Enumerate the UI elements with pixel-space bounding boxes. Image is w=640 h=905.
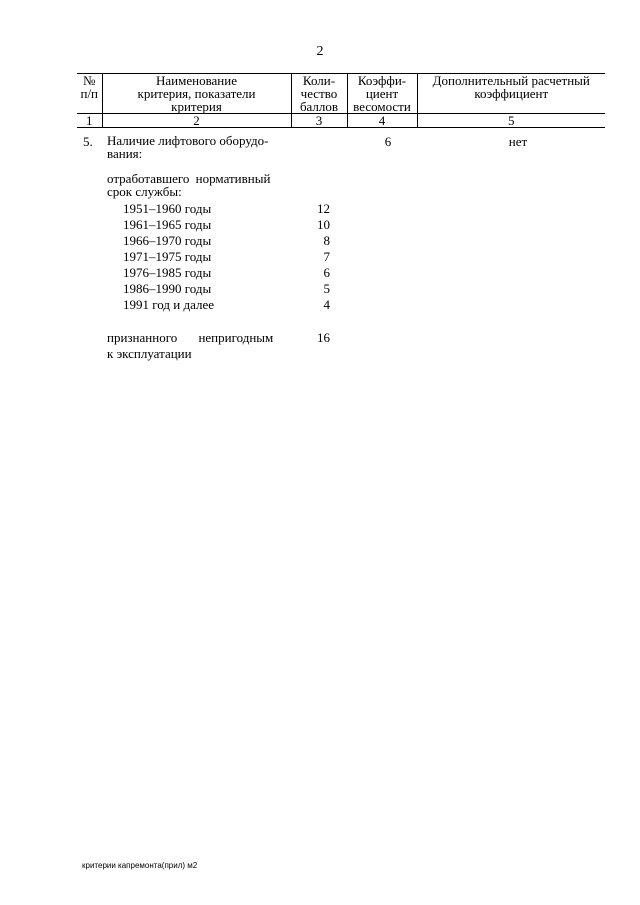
period-label: 1971–1975 годы [123,249,212,264]
period-label: 1966–1970 годы [123,233,212,248]
header-col-number: № п/п [77,74,102,114]
period-score: 5 [323,281,330,296]
column-number: 5 [417,114,605,128]
column-numbers-row [77,114,605,128]
criterion-title: Наличие лифтового оборудо- вания: [107,133,269,161]
table-header [77,73,605,128]
period-label: 1961–1965 годы [123,217,212,232]
unfit-criterion: признанного непригодным к эксплуатации [107,330,274,361]
period-label: 1976–1985 годы [123,265,212,280]
period-score: 10 [317,217,330,232]
period-score: 4 [323,297,330,312]
column-number: 2 [102,114,291,128]
header-col-extra: Дополнительный расчетный коэффициент [417,74,605,114]
weight-value: 6 [384,134,392,149]
header-col-criterion: Наименование критерия, показатели критерия [102,74,291,114]
period-score: 12 [317,201,330,216]
header-col-weight: Коэффи- циент весомости [347,74,417,114]
period-label: 1951–1960 годы [123,201,212,216]
period-label: 1991 год и далее [123,297,214,312]
extra-coefficient: нет [508,134,528,149]
period-score: 6 [323,265,330,280]
header-row [77,74,605,114]
period-score: 8 [323,233,330,248]
period-score: 7 [323,249,330,264]
criterion-subheading: отработавшего нормативный срок службы: [107,171,271,199]
page-number: 2 [316,44,324,59]
row-number: 5. [83,134,93,149]
column-number: 4 [347,114,417,128]
footer-filename: критерии капремонта(прил) м2 [82,861,198,870]
header-col-points: Коли- чество баллов [291,74,347,114]
period-label: 1986–1990 годы [123,281,212,296]
unfit-score: 16 [317,330,330,345]
column-number: 3 [291,114,347,128]
column-number: 1 [77,114,102,128]
